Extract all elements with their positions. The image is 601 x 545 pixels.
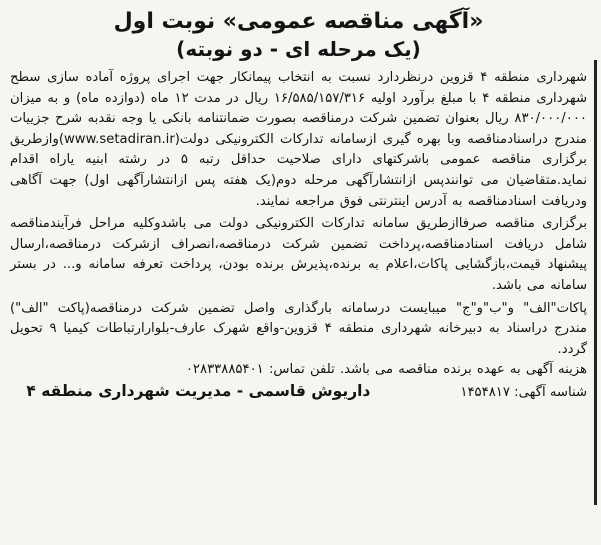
paragraph-envelopes: پاکات"الف" و"ب"و"ج" میبایست درسامانه بارگذاری واصل تضمین شرکت درمناقصه(پاکت "الف") مندرج دراسناد به دبیرخانه شهرداری منطقه ۴ قزوین-واقع شهرک عارف-بلوارارتباطات کیمیا ۹ تحویل گردد. bbox=[10, 300, 587, 357]
notice-subtitle: (یک مرحله ای - دو نوبته) bbox=[176, 37, 421, 61]
footer-row bbox=[10, 381, 587, 404]
paragraph-cost-phone: هزینه آگهی به عهده برنده مناقصه می باشد. تلفن تماس: ۰۲۸۳۳۸۸۵۴۰۱ bbox=[185, 362, 587, 378]
ad-id: شناسه آگهی: ۱۴۵۴۸۱۷ bbox=[460, 384, 587, 400]
paragraph-intro: شهرداری منطقه ۴ قزوین درنظردارد نسبت به انتخاب پیمانکار جهت اجرای پروژه آماده سازی سطح شهرداری منطقه ۴ با مبلغ برآورد اولیه ۱۶/۵۸۵/۱۵۷/۳۱۶ ریال در مدت ۱۲ ماه (دوازده ماه) و به میزان ۸۳۰/۰۰۰/۰۰۰ ریال بعنوان تضمین شرکت درمناقصه بصورت ضمانتنامه بانکی یا وجه نقدبه شرح جزییات مندرج دراسنادمناقصه وبا بهره گیری ازسامانه تدارکات الکترونیکی دولت(www.setadiran.ir)وازطریق برگزاری مناقصه عمومی باشرکتهای دارای صلاحیت حداقل رتبه ۵ در رشته ابنیه یاراه اقدام نماید.متقاضیان می توانندپس ازانتشارآگهی مرحله دوم(یک هفته پس ازانتشارآگهی اول) جهت آگاهی ودریافت اسنادمناقصه به آدرس اینترنتی فوق مراجعه نمایند. bbox=[10, 70, 587, 209]
margin-rule bbox=[594, 60, 597, 505]
paragraph-procedure: برگزاری مناقصه صرفاازطریق سامانه تدارکات الکترونیکی دولت می باشدوکلیه مراحل فرآیندمناقصه شامل دریافت اسنادمناقصه،پرداخت تضمین شرکت درمناقصه،انصراف ازشرکت درمناقصه،ارسال پیشنهاد قیمت،بازگشایی پاکات،اعلام به برنده،پذیرش برنده بودن، پرداخت تعرفه سامانه و... در بستر سامانه می باشد. bbox=[10, 216, 587, 293]
signature: داریوش قاسمی - مدیریت شهرداری منطقه ۴ bbox=[26, 381, 371, 400]
notice-title: «آگهی مناقصه عمومی» نوبت اول bbox=[113, 9, 484, 34]
